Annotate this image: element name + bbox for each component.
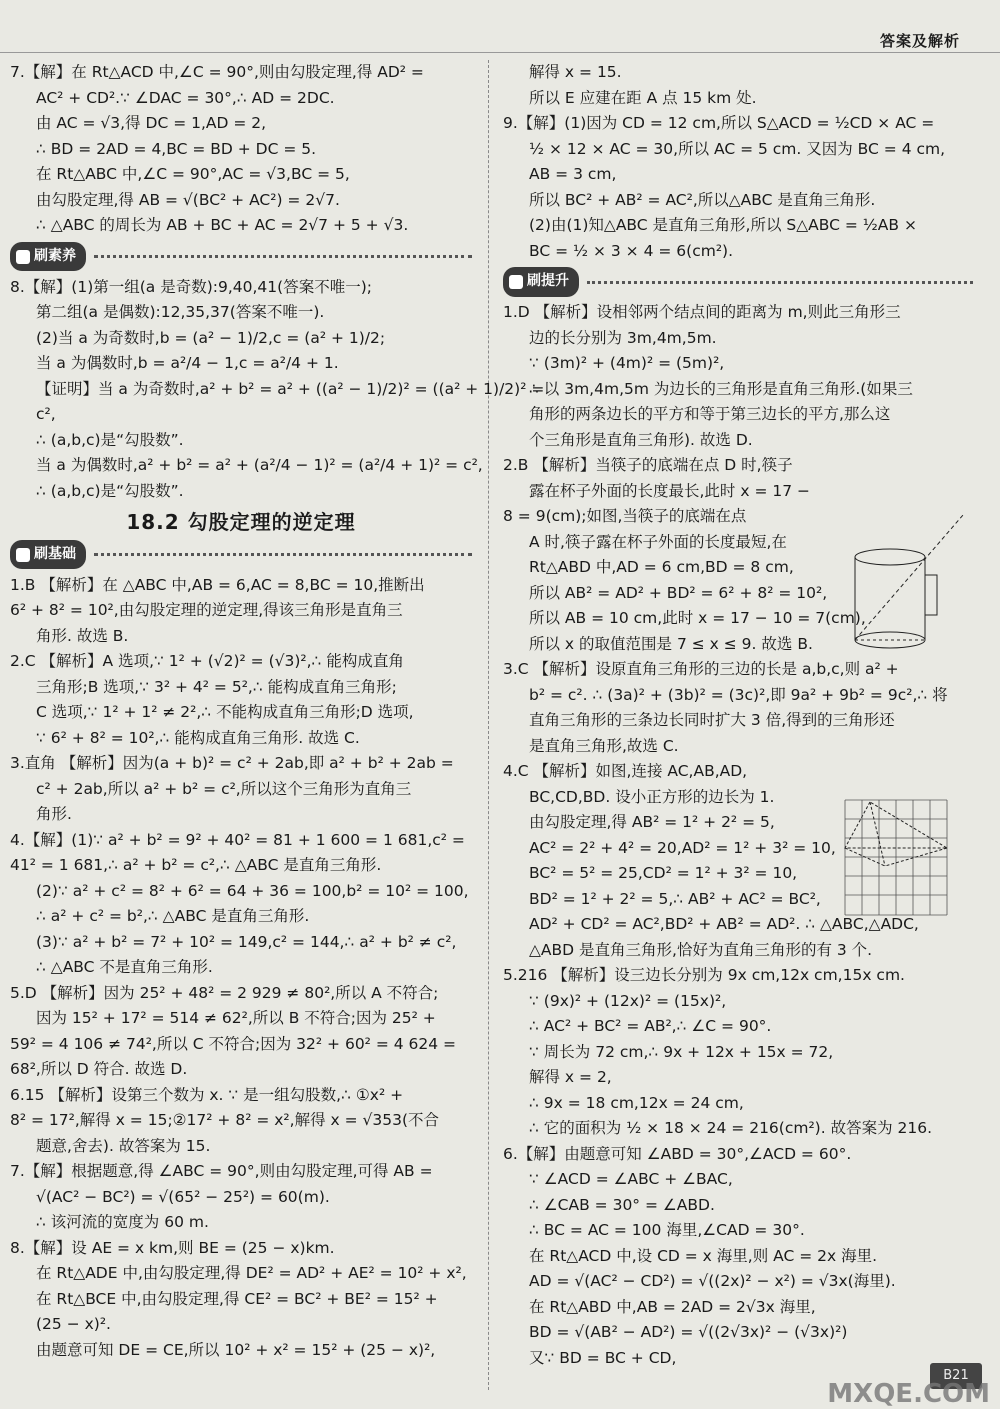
adv-line: 边的长分别为 3m,4m,5m. <box>529 328 717 347</box>
rtop-line: (2)由(1)知△ABC 是直角三角形,所以 S△ABC = ½AB × <box>529 216 917 234</box>
adv-line: 由勾股定理,得 AB² = 1² + 2² = 5, <box>529 813 775 831</box>
column-divider <box>488 60 490 1390</box>
basic-line: 在 Rt△ADE 中,由勾股定理,得 DE² = AD² + AE² = 10² + x², <box>36 1264 467 1282</box>
adv-line: 露在杯子外面的长度最长,此时 x = 17 − <box>529 481 811 500</box>
basic-line: 7.【解】根据题意,得 ∠ABC = 90°,则由勾股定理,可得 AB = <box>10 1162 433 1180</box>
adv-line: AD² + CD² = AC²,BD² + AB² = AD². ∴ △ABC,△ADC, <box>529 915 919 933</box>
basic-line: ∴ △ABC 不是直角三角形. <box>36 958 213 976</box>
rtop-line: 所以 E 应建在距 A 点 15 km 处. <box>529 88 757 107</box>
q8-line: 当 a 为偶数时,b = a²/4 − 1,c = a²/4 + 1. <box>36 354 339 372</box>
grid-diagram <box>835 790 970 920</box>
basic-line: 6.15 【解析】设第三个数为 x. ∵ 是一组勾股数,∴ ①x² + <box>10 1085 404 1104</box>
adv-line: 所以 AB = 10 cm,此时 x = 17 − 10 = 7(cm), <box>529 609 866 627</box>
basic-line: 8² = 17²,解得 x = 15;②17² + 8² = x²,解得 x = √353(不合 <box>10 1111 440 1129</box>
adv-line: 在 Rt△ABD 中,AB = 2AD = 2√3x 海里, <box>529 1297 816 1316</box>
cup-chopstick-diagram <box>845 505 975 655</box>
adv-line: 是直角三角形,故选 C. <box>529 736 679 755</box>
adv-line: 角形的两条边长的平方和等于第三边长的平方,那么这 <box>529 405 891 423</box>
section-band-tisheng: 刷提升 <box>503 267 973 297</box>
rtop-line: AB = 3 cm, <box>529 165 617 183</box>
basic-block <box>10 573 472 1364</box>
adv-line: AD = √(AC² − CD²) = √((2x)² − x²) = √3x(海里). <box>529 1272 896 1290</box>
q8-line: 当 a 为偶数时,a² + b² = a² + (a²/4 − 1)² = (a²/4 + 1)² = c², <box>36 456 483 474</box>
basic-line: 68²,所以 D 符合. 故选 D. <box>10 1060 188 1078</box>
adv-line: 4.C 【解析】如图,连接 AC,AB,AD, <box>503 762 748 780</box>
brush-icon <box>509 275 523 289</box>
basic-line: 角形. <box>36 805 72 823</box>
adv-line: 5.216 【解析】设三边长分别为 9x cm,12x cm,15x cm. <box>503 966 905 984</box>
q7-line: 由勾股定理,得 AB = √(BC² + AC²) = 2√7. <box>36 190 340 209</box>
brush-icon <box>16 250 30 264</box>
basic-line: ∴ a² + c² = b²,∴ △ABC 是直角三角形. <box>36 907 310 925</box>
brush-icon <box>16 548 30 562</box>
adv-line: Rt△ABD 中,AD = 6 cm,BD = 8 cm, <box>529 558 794 576</box>
adv-line: ∵ 周长为 72 cm,∴ 9x + 12x + 15x = 72, <box>529 1042 834 1061</box>
q8-line: 8.【解】(1)第一组(a 是奇数):9,40,41(答案不唯一); <box>10 277 372 296</box>
q8-block <box>10 275 545 505</box>
basic-line: (3)∵ a² + b² = 7² + 10² = 149,c² = 144,∴ a² + b² ≠ c², <box>36 932 457 951</box>
basic-line: (2)∵ a² + c² = 8² + 6² = 64 + 36 = 100,b² = 10² = 100, <box>36 881 469 900</box>
basic-line: 1.B 【解析】在 △ABC 中,AB = 6,AC = 8,BC = 10,推断出 <box>10 575 425 594</box>
adv-line: ∴ AC² + BC² = AB²,∴ ∠C = 90°. <box>529 1017 772 1035</box>
adv-line: ∴ 以 3m,4m,5m 为边长的三角形是直角三角形.(如果三 <box>529 379 913 398</box>
section-title: 18.2 勾股定理的逆定理 <box>126 510 356 534</box>
basic-line: 三角形;B 选项,∵ 3² + 4² = 5²,∴ 能构成直角三角形; <box>36 677 397 696</box>
section-band-suyang: 刷素养 <box>10 242 472 272</box>
basic-line: 2.C 【解析】A 选项,∵ 1² + (√2)² = (√3)²,∴ 能构成直角 <box>10 652 404 670</box>
adv-line: 3.C 【解析】设原直角三角形的三边的长是 a,b,c,则 a² + <box>503 660 899 678</box>
q7-line: ∴ BD = 2AD = 4,BC = BD + DC = 5. <box>36 139 317 158</box>
q7-line: 由 AC = √3,得 DC = 1,AD = 2, <box>36 114 267 132</box>
basic-line: 角形. 故选 B. <box>36 626 129 645</box>
basic-line: 59² = 4 106 ≠ 74²,所以 C 不符合;因为 32² + 60² = 4 624 = <box>10 1034 457 1053</box>
adv-line: ∴ ∠CAB = 30° = ∠ABD. <box>529 1195 715 1214</box>
q8-line: ∴ (a,b,c)是“勾股数”. <box>36 430 184 449</box>
rtop-line: 9.【解】(1)因为 CD = 12 cm,所以 S△ACD = ½CD × AC = <box>503 114 935 132</box>
header-rule <box>0 52 1000 53</box>
q7-line: 7.【解】在 Rt△ACD 中,∠C = 90°,则由勾股定理,得 AD² = <box>10 63 424 81</box>
adv-line: AC² = 2² + 4² = 20,AD² = 1² + 3² = 10, <box>529 838 836 857</box>
adv-line: 所以 AB² = AD² + BD² = 6² + 8² = 10², <box>529 583 828 602</box>
adv-line: 6.【解】由题意可知 ∠ABD = 30°,∠ACD = 60°. <box>503 1144 852 1163</box>
adv-line: A 时,筷子露在杯子外面的长度最短,在 <box>529 532 787 551</box>
q8-line: 第二组(a 是偶数):12,35,37(答案不唯一). <box>36 303 325 321</box>
basic-line: 在 Rt△BCE 中,由勾股定理,得 CE² = BC² + BE² = 15² + <box>36 1289 438 1308</box>
rtop-line: 所以 BC² + AB² = AC²,所以△ABC 是直角三角形. <box>529 190 876 209</box>
q8-line: ∴ (a,b,c)是“勾股数”. <box>36 481 184 500</box>
q8-line: 【证明】当 a 为奇数时,a² + b² = a² + ((a² − 1)/2)² = ((a² + 1)/2)² = <box>36 379 545 398</box>
rtop-line: BC = ½ × 3 × 4 = 6(cm²). <box>529 241 734 260</box>
q7-line: ∴ △ABC 的周长为 AB + BC + AC = 2√7 + 5 + √3. <box>36 216 409 234</box>
adv-line: ∴ BC = AC = 100 海里,∠CAD = 30°. <box>529 1221 805 1239</box>
basic-line: 因为 15² + 17² = 514 ≠ 62²,所以 B 不符合;因为 25² + <box>36 1009 436 1027</box>
basic-line: √(AC² − BC²) = √(65² − 25²) = 60(m). <box>36 1187 330 1206</box>
q8-line: c², <box>36 405 56 423</box>
adv-line: 解得 x = 2, <box>529 1068 612 1086</box>
basic-line: ∴ 该河流的宽度为 60 m. <box>36 1213 209 1231</box>
basic-line: c² + 2ab,所以 a² + b² = c²,所以这个三角形为直角三 <box>36 779 412 798</box>
adv-line: BD² = 1² + 2² = 5,∴ AB² + AC² = BC², <box>529 889 821 908</box>
q7-line: 在 Rt△ABC 中,∠C = 90°,AC = √3,BC = 5, <box>36 165 350 183</box>
adv-line: 个三角形是直角三角形). 故选 D. <box>529 430 753 449</box>
right-top-block <box>503 60 973 264</box>
adv-line: 在 Rt△ACD 中,设 CD = x 海里,则 AC = 2x 海里. <box>529 1246 878 1265</box>
q7-line: AC² + CD².∵ ∠DAC = 30°,∴ AD = 2DC. <box>36 88 335 107</box>
adv-line: BC² = 5² = 25,CD² = 1² + 3² = 10, <box>529 864 798 882</box>
basic-line: 5.D 【解析】因为 25² + 48² = 2 929 ≠ 80²,所以 A 不符合; <box>10 983 439 1002</box>
basic-line: ∵ 6² + 8² = 10²,∴ 能构成直角三角形. 故选 C. <box>36 728 360 747</box>
rtop-line: 解得 x = 15. <box>529 63 622 81</box>
adv-line: ∵ ∠ACD = ∠ABC + ∠BAC, <box>529 1170 733 1188</box>
section-band-jichu: 刷基础 <box>10 540 472 570</box>
adv-line: 8 = 9(cm);如图,当筷子的底端在点 <box>503 507 747 525</box>
adv-line: BC,CD,BD. 设小正方形的边长为 1. <box>529 787 775 806</box>
basic-line: 4.【解】(1)∵ a² + b² = 9² + 40² = 81 + 1 600 = 1 681,c² = <box>10 830 465 849</box>
basic-line: 8.【解】设 AE = x km,则 BE = (25 − x)km. <box>10 1238 335 1257</box>
basic-line: (25 − x)². <box>36 1315 111 1333</box>
adv-line: ∵ (3m)² + (4m)² = (5m)², <box>529 354 725 372</box>
basic-line: 由题意可知 DE = CE,所以 10² + x² = 15² + (25 − x)², <box>36 1340 436 1359</box>
q7-block <box>10 60 472 239</box>
basic-line: C 选项,∵ 1² + 1² ≠ 2²,∴ 不能构成直角三角形;D 选项, <box>36 703 414 721</box>
adv-line: BD = √(AB² − AD²) = √((2√3x)² − (√3x)²) <box>529 1323 848 1341</box>
watermark: MXQE.COM <box>827 1379 990 1409</box>
page-header: 答案及解析 <box>879 32 960 50</box>
basic-line: 题意,舍去). 故答案为 15. <box>36 1136 211 1155</box>
basic-line: 3.直角 【解析】因为(a + b)² = c² + 2ab,即 a² + b² + 2ab = <box>10 754 454 772</box>
adv-line: 所以 x 的取值范围是 7 ≤ x ≤ 9. 故选 B. <box>529 634 813 653</box>
basic-line: 41² = 1 681,∴ a² + b² = c²,∴ △ABC 是直角三角形. <box>10 856 382 874</box>
right-column <box>503 60 973 1371</box>
adv-line: ∵ (9x)² + (12x)² = (15x)², <box>529 991 727 1010</box>
adv-line: △ABD 是直角三角形,恰好为直角三角形的有 3 个. <box>529 940 873 959</box>
page-number: B21 <box>930 1363 982 1389</box>
adv-line: ∴ 9x = 18 cm,12x = 24 cm, <box>529 1093 744 1112</box>
rtop-line: ½ × 12 × AC = 30,所以 AC = 5 cm. 又因为 BC = 4 cm, <box>529 139 946 158</box>
adv-line: 直角三角形的三条边长同时扩大 3 倍,得到的三角形还 <box>529 711 895 729</box>
adv-line: 2.B 【解析】当筷子的底端在点 D 时,筷子 <box>503 456 793 474</box>
adv-line: 又∵ BD = BC + CD, <box>529 1348 677 1367</box>
adv-line: ∴ 它的面积为 ½ × 18 × 24 = 216(cm²). 故答案为 216. <box>529 1119 933 1137</box>
adv-line: b² = c². ∴ (3a)² + (3b)² = (3c)²,即 9a² + 9b² = 9c²,∴ 将 <box>529 685 948 704</box>
adv-line: 1.D 【解析】设相邻两个结点间的距离为 m,则此三角形三 <box>503 303 901 321</box>
left-column <box>10 60 545 1363</box>
q8-line: (2)当 a 为奇数时,b = (a² − 1)/2,c = (a² + 1)/2; <box>36 328 386 347</box>
basic-line: 6² + 8² = 10²,由勾股定理的逆定理,得该三角形是直角三 <box>10 601 403 619</box>
